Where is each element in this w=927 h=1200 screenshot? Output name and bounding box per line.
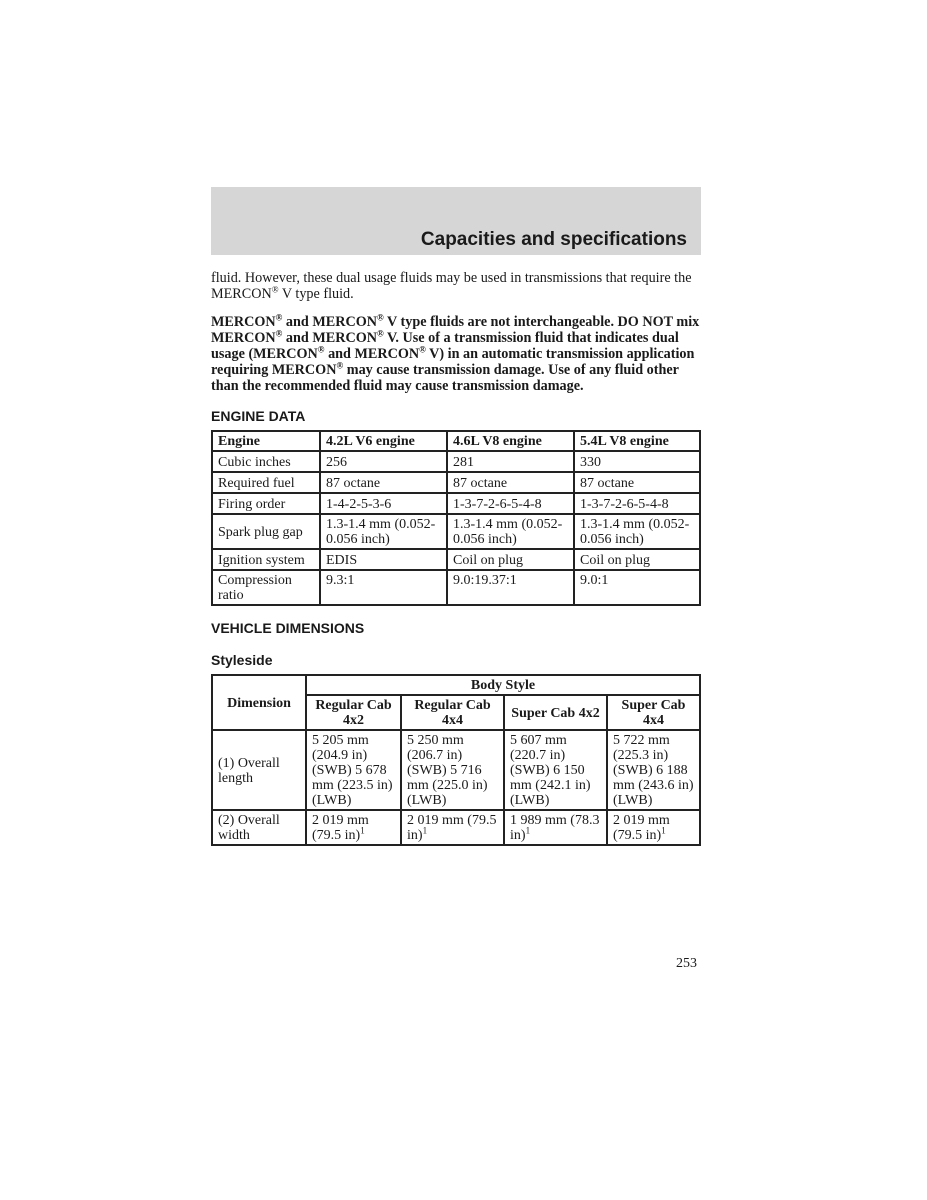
- table-cell: 9.0:1: [574, 570, 700, 605]
- table-cell: 5 607 mm (220.7 in) (SWB) 6 150 mm (242.1 in) (LWB): [504, 730, 607, 810]
- warning-text: V. Use of a transmission fluid that indicates dual usage (MERCON: [211, 330, 679, 362]
- warning-text: may cause transmission damage. Use of any fluid other than the recommended fluid may cause transmission damage.: [211, 362, 679, 394]
- registered-mark: ®: [317, 344, 325, 355]
- table-cell: Cubic inches: [212, 451, 320, 472]
- table-cell: 5 205 mm (204.9 in) (SWB) 5 678 mm (223.5 in) (LWB): [306, 730, 401, 810]
- table-row: [212, 810, 700, 845]
- table-cell: 9.3:1: [320, 570, 447, 605]
- table-row: [212, 514, 700, 549]
- footnote-mark: 1: [525, 825, 531, 836]
- table-cell: 87 octane: [574, 472, 700, 493]
- table-cell: 281: [447, 451, 574, 472]
- table-cell: Coil on plug: [574, 549, 700, 570]
- table-header-cell: Super Cab 4x4: [607, 695, 700, 730]
- table-cell: 1.3-1.4 mm (0.052-0.056 inch): [574, 514, 700, 549]
- page-number: 253: [676, 956, 697, 971]
- table-cell: 330: [574, 451, 700, 472]
- warning-text: V type fluids are not interchangeable. DO NOT mix MERCON: [211, 314, 700, 346]
- section-title: Capacities and specifications: [420, 229, 687, 250]
- table-cell: 5 250 mm (206.7 in) (SWB) 5 716 mm (225.0 in) (LWB): [401, 730, 504, 810]
- engine-data-table: [211, 430, 701, 606]
- table-cell: Firing order: [212, 493, 320, 514]
- table-cell: (1) Overall length: [212, 730, 306, 810]
- table-cell: 1.3-1.4 mm (0.052-0.056 inch): [447, 514, 574, 549]
- table-cell: 87 octane: [447, 472, 574, 493]
- table-cell: EDIS: [320, 549, 447, 570]
- table-header-row: [212, 431, 700, 451]
- engine-data-heading: ENGINE DATA: [211, 408, 306, 424]
- table-cell: 5 722 mm (225.3 in) (SWB) 6 188 mm (243.6 in) (LWB): [607, 730, 700, 810]
- table-header-cell: Engine: [212, 431, 320, 451]
- table-cell: Required fuel: [212, 472, 320, 493]
- table-cell: 1-4-2-5-3-6: [320, 493, 447, 514]
- footnote-mark: 1: [422, 825, 428, 836]
- intro-paragraph: [211, 270, 701, 302]
- table-header-cell: 4.2L V6 engine: [320, 431, 447, 451]
- registered-mark: ®: [275, 312, 283, 323]
- table-row: [212, 570, 700, 605]
- section-header: [211, 187, 701, 255]
- registered-mark: ®: [376, 328, 384, 339]
- footnote-mark: 1: [360, 825, 365, 836]
- registered-mark: ®: [275, 328, 283, 339]
- table-cell: [401, 810, 504, 845]
- cell-value: 1 989 mm (78.3 in): [510, 813, 600, 843]
- table-row: [212, 472, 700, 493]
- warning-text: and MERCON: [282, 330, 377, 346]
- cell-value: 2 019 mm (79.5 in): [613, 813, 670, 843]
- warning-text: V) in an automatic transmission application requiring MERCON: [211, 346, 695, 378]
- registered-mark: ®: [376, 312, 384, 323]
- table-cell: 87 octane: [320, 472, 447, 493]
- intro-text: fluid. However, these dual usage fluids may be used in transmissions that require the MERCON: [211, 270, 692, 302]
- intro-text: V type fluid.: [278, 286, 354, 302]
- page-content: [211, 270, 701, 846]
- table-cell: (2) Overall width: [212, 810, 306, 845]
- table-cell: Ignition system: [212, 549, 320, 570]
- vehicle-dimensions-heading: VEHICLE DIMENSIONS: [211, 620, 365, 636]
- table-header-cell: Dimension: [212, 675, 306, 730]
- warning-paragraph: [211, 314, 701, 394]
- warning-text: and MERCON: [282, 314, 377, 330]
- table-cell: 1-3-7-2-6-5-4-8: [447, 493, 574, 514]
- table-row: [212, 451, 700, 472]
- table-cell: 1.3-1.4 mm (0.052-0.056 inch): [320, 514, 447, 549]
- table-header-cell: Super Cab 4x2: [504, 695, 607, 730]
- registered-mark: ®: [271, 284, 279, 295]
- table-header-cell: Regular Cab 4x4: [401, 695, 504, 730]
- footnote-mark: 1: [661, 825, 666, 836]
- table-header-cell: Regular Cab 4x2: [306, 695, 401, 730]
- table-header-cell: 4.6L V8 engine: [447, 431, 574, 451]
- table-row: [212, 493, 700, 514]
- styleside-subheading: Styleside: [211, 652, 273, 668]
- table-header-row: [212, 675, 700, 695]
- warning-text: MERCON: [211, 314, 276, 330]
- table-cell: 9.0:19.37:1: [447, 570, 574, 605]
- table-cell: 256: [320, 451, 447, 472]
- table-header-cell: Body Style: [306, 675, 700, 695]
- table-cell: Compression ratio: [212, 570, 320, 605]
- table-row: [212, 549, 700, 570]
- cell-value: 2 019 mm (79.5 in): [407, 813, 497, 843]
- table-row: [212, 730, 700, 810]
- table-cell: [504, 810, 607, 845]
- table-cell: [607, 810, 700, 845]
- warning-text: and MERCON: [324, 346, 420, 362]
- vehicle-dimensions-table: [211, 674, 701, 846]
- registered-mark: ®: [419, 344, 426, 355]
- table-cell: 1-3-7-2-6-5-4-8: [574, 493, 700, 514]
- table-cell: Coil on plug: [447, 549, 574, 570]
- table-cell: Spark plug gap: [212, 514, 320, 549]
- table-header-cell: 5.4L V8 engine: [574, 431, 700, 451]
- table-cell: [306, 810, 401, 845]
- registered-mark: ®: [336, 360, 344, 371]
- cell-value: 2 019 mm (79.5 in): [312, 813, 369, 843]
